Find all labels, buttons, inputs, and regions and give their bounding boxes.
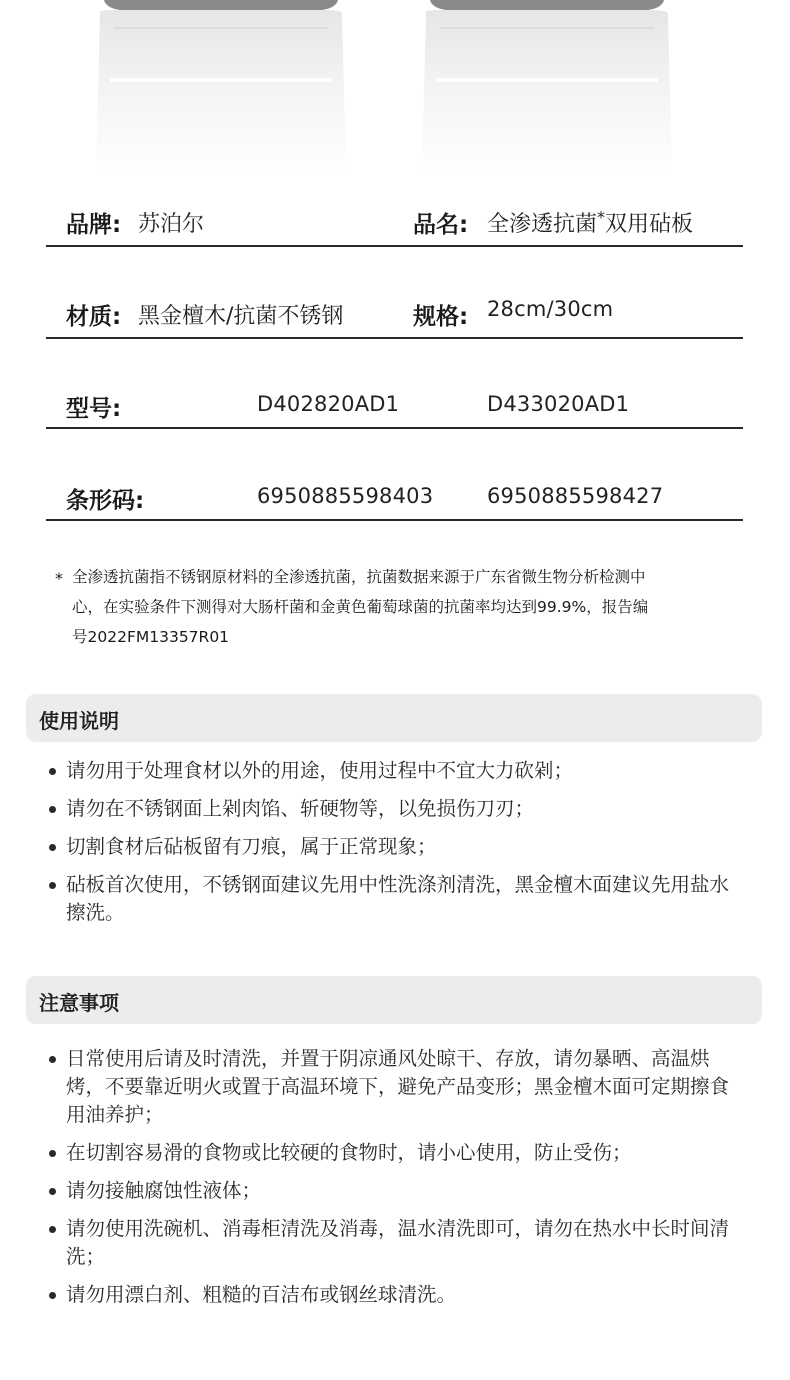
spec-row-material-size — [46, 245, 743, 339]
notes-item-text: 请勿用漂白剂、粗糙的百洁布或钢丝球清洗。 — [66, 1283, 457, 1306]
footnote-text — [72, 562, 755, 652]
footnote-line: 全渗透抗菌指不锈钢原材料的全渗透抗菌，抗菌数据来源于广东省微生物分析检测中 — [72, 568, 646, 586]
usage-item — [46, 833, 746, 861]
brand-value: 苏泊尔 — [138, 212, 205, 237]
product-image-28cm — [96, 0, 346, 175]
barcode-value-30cm: 6950885598427 — [487, 484, 664, 508]
model-label: 型号: — [66, 396, 122, 422]
bullet-dot-icon — [49, 1292, 56, 1299]
size-value: 28cm/30cm — [487, 297, 614, 321]
spec-row-brand-name — [46, 196, 743, 247]
product-name-suffix: 双用砧板 — [605, 212, 694, 237]
notes-section-header — [26, 976, 762, 1024]
size-label: 规格: — [413, 304, 469, 330]
bullet-dot-icon — [49, 1226, 56, 1233]
usage-item — [46, 757, 746, 785]
notes-item — [46, 1215, 746, 1271]
notes-section-title: 注意事项 — [39, 991, 119, 1015]
bullet-dot-icon — [49, 806, 56, 813]
barcode-label: 条形码: — [66, 488, 145, 514]
bullet-dot-icon — [49, 1150, 56, 1157]
product-name-star: * — [597, 207, 606, 227]
product-name-value — [487, 207, 693, 238]
usage-section-title: 使用说明 — [39, 709, 119, 733]
usage-list — [46, 757, 746, 927]
product-name-label: 品名: — [413, 212, 469, 238]
bullet-dot-icon — [49, 1056, 56, 1063]
notes-item-text: 日常使用后请及时清洗，并置于阴凉通风处晾干、存放，请勿暴晒、高温烘烤，不要靠近明火或置于高温环境下，避免产品变形；黑金檀木面可定期擦食用油养护； — [66, 1047, 730, 1126]
spec-row-barcode — [46, 427, 743, 521]
usage-item-text: 请勿用于处理食材以外的用途，使用过程中不宜大力砍剁； — [66, 759, 574, 782]
bullet-dot-icon — [49, 882, 56, 889]
usage-item-text: 切割食材后砧板留有刀痕，属于正常现象； — [66, 835, 437, 858]
notes-item — [46, 1281, 746, 1309]
bullet-dot-icon — [49, 844, 56, 851]
spec-row-model — [46, 337, 743, 429]
notes-item-text: 请勿接触腐蚀性液体； — [66, 1179, 262, 1202]
usage-item — [46, 795, 746, 823]
notes-list — [46, 1045, 746, 1309]
barcode-value-28cm: 6950885598403 — [257, 484, 434, 508]
model-value-30cm: D433020AD1 — [487, 392, 630, 416]
footnote-line: 号2022FM13357R01 — [72, 628, 230, 646]
bullet-dot-icon — [49, 768, 56, 775]
material-label: 材质: — [66, 304, 122, 330]
bullet-dot-icon — [49, 1188, 56, 1195]
notes-item — [46, 1045, 746, 1129]
notes-item-text: 在切割容易滑的食物或比较硬的食物时，请小心使用，防止受伤； — [66, 1141, 632, 1164]
usage-section-header — [26, 694, 762, 742]
notes-item-text: 请勿使用洗碗机、消毒柜清洗及消毒，温水清洗即可，请勿在热水中长时间清洗； — [66, 1217, 730, 1268]
notes-item — [46, 1139, 746, 1167]
product-name-main: 全渗透抗菌 — [487, 212, 598, 237]
product-image-30cm — [422, 0, 672, 175]
usage-item — [46, 871, 746, 927]
usage-item-text: 请勿在不锈钢面上剁肉馅、斩硬物等，以免损伤刀刃； — [66, 797, 535, 820]
notes-item — [46, 1177, 746, 1205]
model-value-28cm: D402820AD1 — [257, 392, 400, 416]
footnote-line: 心，在实验条件下测得对大肠杆菌和金黄色葡萄球菌的抗菌率均达到99.9%，报告编 — [72, 598, 649, 616]
footnote-star: * — [55, 569, 63, 588]
usage-item-text: 砧板首次使用，不锈钢面建议先用中性洗涤剂清洗，黑金檀木面建议先用盐水擦洗。 — [66, 873, 730, 924]
brand-label: 品牌: — [66, 212, 122, 238]
material-value: 黑金檀木/抗菌不锈钢 — [138, 304, 344, 329]
antibacterial-footnote — [55, 562, 755, 652]
